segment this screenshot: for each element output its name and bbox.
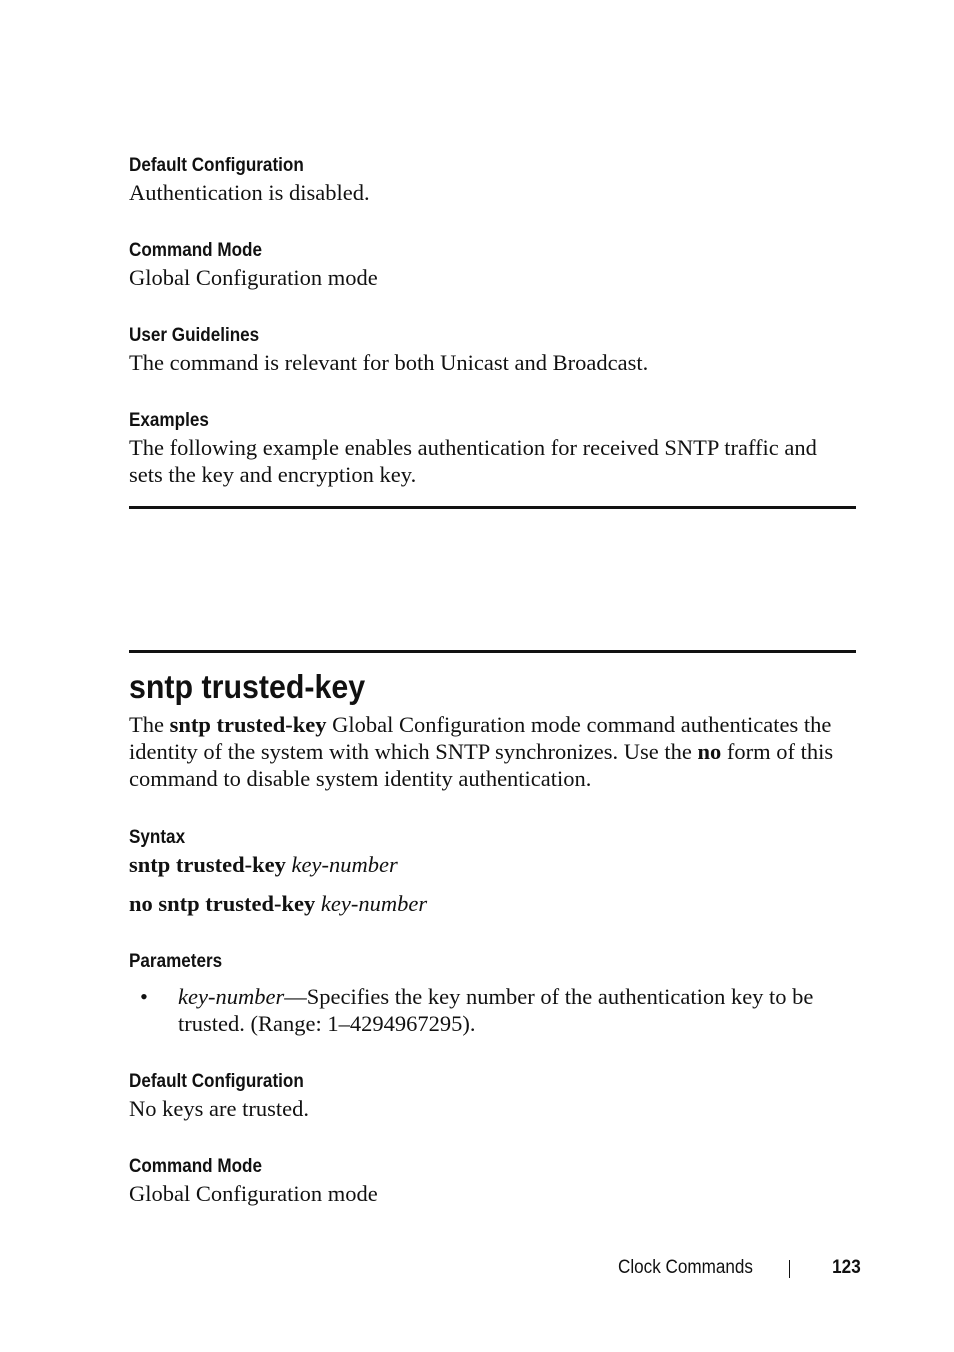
command-title-rule — [129, 650, 856, 653]
parameter-item — [129, 983, 856, 1037]
intro-text: form of this command to disable system identity authentication. — [129, 739, 834, 791]
syntax-line — [129, 851, 856, 878]
section-text: The following example enables authentication for received SNTP traffic and sets the key and encryption key. — [129, 435, 817, 487]
section-heading: Default Configuration — [129, 1071, 304, 1092]
section-heading: Command Mode — [129, 1156, 263, 1177]
intro-command: sntp trusted-key — [169, 712, 327, 737]
section-end-rule — [129, 506, 856, 509]
bullet-icon: • — [140, 984, 148, 1009]
section-heading: Command Mode — [129, 240, 263, 261]
intro-no-keyword: no — [697, 739, 722, 764]
section-default-configuration — [129, 1069, 856, 1122]
section-heading: Examples — [129, 410, 209, 431]
page-content — [129, 153, 856, 1207]
section-default-configuration — [129, 153, 856, 206]
page-footer — [0, 1255, 954, 1281]
parameter-description: —Specifies the key number of the authentication key to be trusted. (Range: 1–4294967295). — [178, 984, 814, 1036]
section-heading: Default Configuration — [129, 155, 304, 176]
syntax-command: sntp trusted-key — [129, 852, 286, 877]
section-text: Authentication is disabled. — [129, 180, 370, 205]
section-heading: Parameters — [129, 951, 223, 972]
intro-text: Global Configuration mode command authenticates the identity of the system with which SNTP synchronizes. Use the — [129, 712, 832, 764]
syntax-argument: key-number — [291, 852, 398, 877]
section-command-mode — [129, 1154, 856, 1207]
syntax-line — [129, 890, 856, 917]
section-command-mode — [129, 238, 856, 291]
syntax-argument: key-number — [320, 891, 428, 916]
section-syntax — [129, 825, 856, 917]
section-text: The command is relevant for both Unicast and Broadcast. — [129, 350, 649, 375]
section-user-guidelines — [129, 323, 856, 376]
command-intro — [129, 711, 856, 792]
footer-chapter-title: Clock Commands — [618, 1257, 753, 1278]
syntax-command: no sntp trusted-key — [129, 891, 316, 916]
footer-page-number: 123 — [832, 1257, 861, 1278]
footer-separator — [789, 1260, 790, 1278]
section-text: Global Configuration mode — [129, 265, 378, 290]
section-text: No keys are trusted. — [129, 1096, 309, 1121]
section-parameters — [129, 949, 856, 1037]
section-examples — [129, 408, 856, 488]
intro-text: The — [129, 712, 170, 737]
command-title: sntp trusted-key — [129, 668, 366, 705]
parameter-name: key-number — [178, 984, 285, 1009]
section-text: Global Configuration mode — [129, 1181, 378, 1206]
section-heading: User Guidelines — [129, 325, 260, 346]
section-heading: Syntax — [129, 827, 186, 848]
